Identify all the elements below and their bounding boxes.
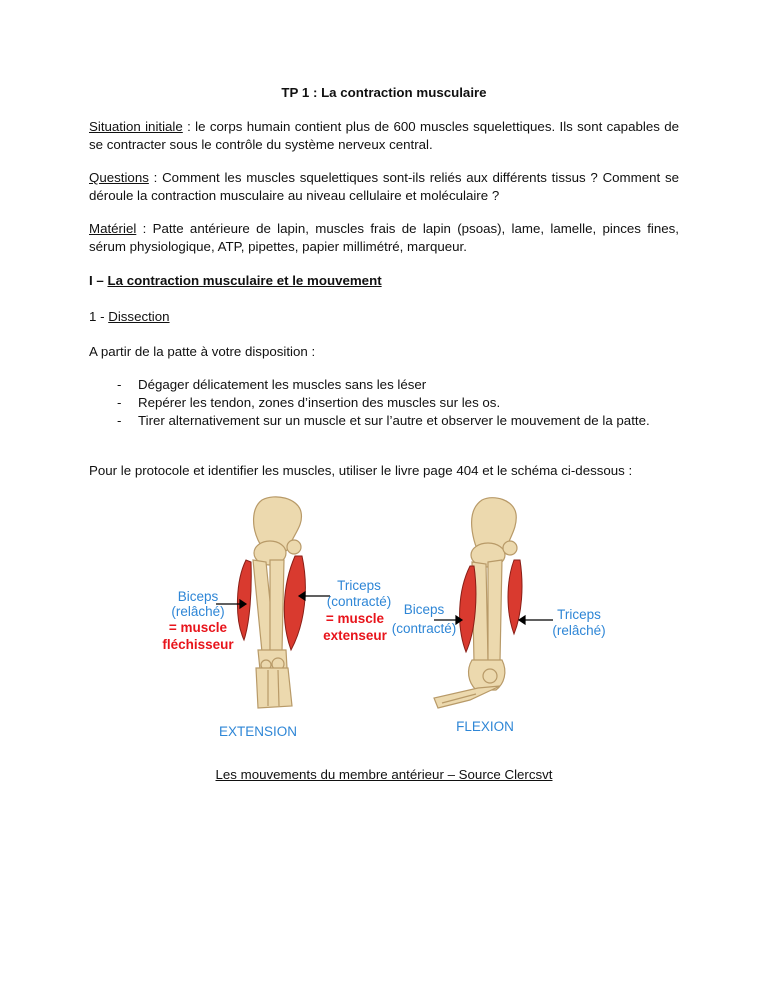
section-prefix: I –: [89, 273, 108, 288]
flexion-triceps-label: Triceps: [557, 607, 601, 622]
flexion-biceps-label: Biceps: [403, 602, 445, 617]
extension-triceps-muscle: [284, 556, 305, 650]
materiel-label: Matériel: [89, 221, 137, 236]
subsection-title: Dissection: [108, 309, 170, 324]
questions-label: Questions: [89, 170, 149, 185]
figure-caption: [0, 766, 768, 784]
figure-caption-text: Les mouvements du membre antérieur – Source Clercsvt: [215, 767, 553, 782]
flexion-triceps-muscle: [508, 560, 522, 634]
section-title: La contraction musculaire et le mouvement: [107, 273, 382, 288]
page-title: TP 1 : La contraction musculaire: [281, 85, 487, 100]
extension-triceps-role: = muscle: [325, 611, 385, 626]
extension-biceps-state: (relâché): [171, 604, 225, 619]
protocol-text: Pour le protocole et identifier les muscles, utiliser le livre page 404 et le schéma ci-dessous :: [89, 463, 633, 478]
questions-text: : Comment les muscles squelettiques sont-ils reliés aux différents tissus ? Comment se déroule la contraction musculaire au niveau cellulaire et moléculaire ?: [89, 170, 679, 203]
extension-triceps-role: extenseur: [323, 628, 387, 643]
flexion-triceps-state: (relâché): [552, 623, 606, 638]
list-item: Dégager délicatement les muscles sans les léser: [138, 377, 427, 392]
extension-biceps-role: fléchisseur: [162, 637, 234, 652]
extension-triceps-state: (contracté): [326, 594, 392, 609]
list-bullet: -: [117, 413, 122, 428]
flexion-label: FLEXION: [456, 719, 514, 734]
situation-text: : le corps humain contient plus de 600 muscles squelettiques. Ils sont capables de se contracter sous le contrôle du système nerveux central.: [89, 119, 679, 152]
extension-paw: [256, 668, 292, 708]
extension-biceps-role: = muscle: [168, 620, 228, 635]
extension-forearm-bone: [270, 560, 284, 652]
flexion-forearm-bone: [488, 560, 502, 662]
list-bullet: -: [117, 395, 122, 410]
extension-biceps-label: Biceps: [177, 589, 219, 604]
materiel-text: : Patte antérieure de lapin, muscles frais de lapin (psoas), lame, lamelle, pinces fines, sérum physiologique, ATP, pipettes, papier millimétré, marqueur.: [89, 221, 679, 254]
situation-label: Situation initiale: [89, 119, 183, 134]
intro-text: A partir de la patte à votre disposition :: [89, 344, 316, 359]
subsection-prefix: 1 -: [89, 309, 109, 324]
flexion-biceps-state: (contracté): [391, 621, 457, 636]
list-bullet: -: [117, 377, 122, 392]
extension-triceps-label: Triceps: [337, 578, 381, 593]
list-item: Repérer les tendon, zones d’insertion des muscles sur les os.: [138, 395, 501, 410]
extension-label: EXTENSION: [218, 724, 298, 739]
list-item: Tirer alternativement sur un muscle et sur l’autre et observer le mouvement de la patte.: [138, 413, 650, 428]
